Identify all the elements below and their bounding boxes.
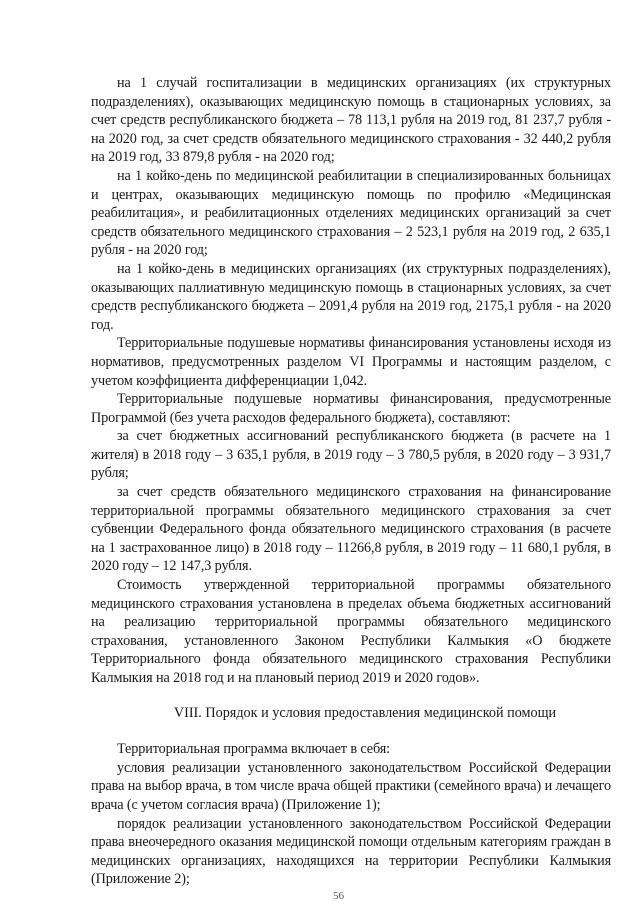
paragraph: на 1 койко-день по медицинской реабилитации в специализированных больницах и центрах, оказывающих медицинскую помощь по профилю «Медицинская реабилитация», и реабилитационных отделениях медицинских организаций за счет средств обязательного медицинского страхования – 2 523,1 рубля на 2019 год, 2 635,1 рубля - на 2020 год; (91, 167, 611, 259)
paragraph: на 1 случай госпитализации в медицинских организациях (их структурных подразделениях), оказывающих медицинскую помощь в стационарных условиях, за счет средств республиканского бюджета – 78 113,1 рубля на 2019 год, 81 237,7 рубля - на 2020 год, за счет средств обязательного медицинского страхования - 32 440,2 рубля на 2019 год, 33 879,8 рубля - на 2020 год; (91, 75, 611, 166)
page-number: 56 (333, 890, 344, 902)
paragraph: за счет средств обязательного медицинского страхования на финансирование территориальной программы обязательного медицинского страхования за счет субвенции Федерального фонда обязательного медицинского страхования (в расчете на 1 застрахованное лицо) в 2018 году – 11266,8 рубля, в 2019 году – 11 680,1 рубля, в 2020 году – 12 147,3 рубля. (91, 484, 611, 575)
paragraph: Территориальные подушевые нормативы финансирования, предусмотренные Программой (без учета расходов федерального бюджета), составляют: (91, 391, 611, 426)
paragraph: Территориальная программа включает в себя: (117, 741, 390, 758)
paragraph: порядок реализации установленного законодательством Российской Федерации права внеочередного оказания медицинской помощи отдельным категориям граждан в медицинских организациях, находящихся на территории Республики Калмыкия (Приложение 2); (91, 815, 611, 888)
paragraph: Стоимость утвержденной территориальной программы обязательного медицинского страхования установлена в пределах объема бюджетных ассигнований на реализацию территориальной программы обязательного медицинского страхования, установленного Законом Республики Калмыкия «О бюджете Территориального фонда обязательного медицинского страхования Республики Калмыкия на 2018 год и на плановый период 2019 и 2020 годов». (91, 577, 611, 686)
paragraph: Территориальные подушевые нормативы финансирования установлены исходя из нормативов, предусмотренных разделом VI Программы и настоящим разделом, с учетом коэффициента дифференциации 1,042. (91, 335, 611, 389)
paragraph: за счет бюджетных ассигнований республиканского бюджета (в расчете на 1 жителя) в 2018 году – 3 635,1 рубля, в 2019 году – 3 780,5 рубля, в 2020 году – 3 931,7 рубля; (91, 428, 611, 482)
paragraph: условия реализации установленного законодательством Российской Федерации права на выбор врача, в том числе врача общей практики (семейного врача) и лечащего врача (с учетом согласия врача) (Приложение 1); (91, 759, 611, 813)
paragraph: на 1 койко-день в медицинских организациях (их структурных подразделениях), оказывающих паллиативную медицинскую помощь в стационарных условиях, за счет средств республиканского бюджета – 2091,4 рубля на 2019 год, 2175,1 рубля - на 2020 год. (91, 260, 611, 333)
section-heading: VIII. Порядок и условия предоставления медицинской помощи (173, 704, 557, 721)
